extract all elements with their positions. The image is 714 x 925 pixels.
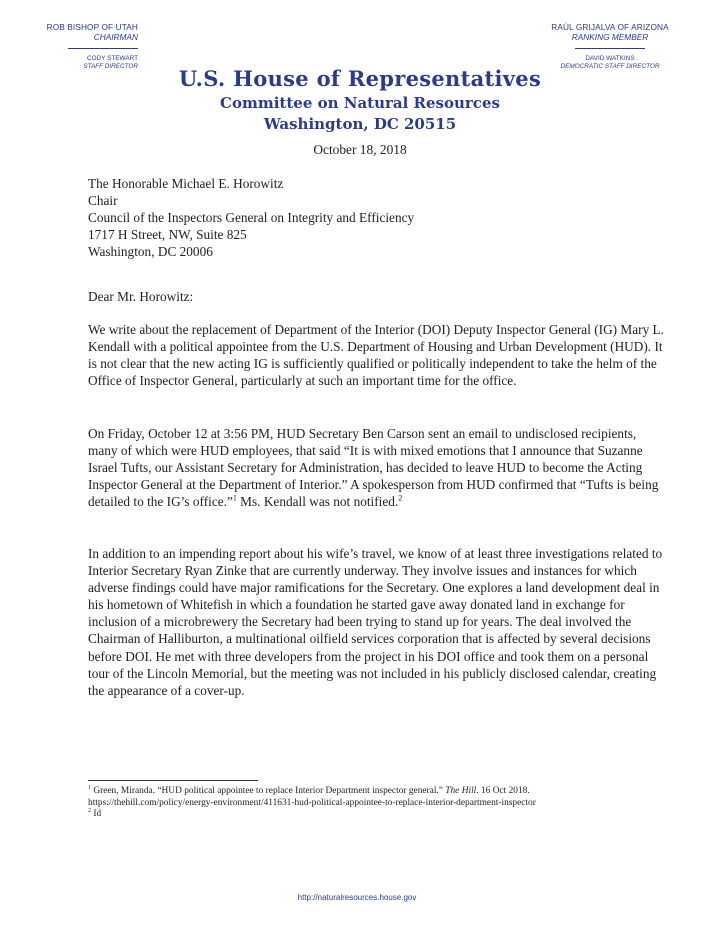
footnote-1-text-a: Green, Miranda. “HUD political appointee to replace Interior Department inspector general.” bbox=[91, 786, 446, 796]
staff-director-title: STAFF DIRECTOR bbox=[83, 63, 138, 70]
footnote-ref-2: 2 bbox=[398, 493, 403, 503]
democratic-staff-director-name: DAVID WATKINS bbox=[585, 55, 635, 62]
footnote-divider bbox=[88, 780, 258, 781]
chairman-divider bbox=[68, 48, 138, 49]
ranking-member-block bbox=[530, 22, 690, 71]
letterhead bbox=[150, 66, 570, 135]
paragraph-2 bbox=[88, 425, 668, 510]
salutation: Dear Mr. Horowitz: bbox=[88, 289, 194, 304]
footnote-1-number: 1 bbox=[88, 784, 91, 791]
letter-date: October 18, 2018 bbox=[313, 142, 407, 157]
paragraph-2-text bbox=[88, 425, 668, 510]
letterhead-house: U.S. House of Representatives bbox=[178, 66, 542, 91]
recipient-address bbox=[88, 175, 668, 260]
address-line: Washington, DC 20006 bbox=[88, 244, 213, 260]
chairman-title: CHAIRMAN bbox=[93, 32, 138, 42]
footnote-1-text-b: . 16 Oct 2018. https://thehill.com/policy/energy-environment/411631-hud-political-appointee-to-replace-interior-department-inspector bbox=[88, 786, 536, 808]
address-line: Chair bbox=[88, 193, 118, 209]
chairman-block bbox=[12, 22, 138, 71]
footnote-2-text: Id bbox=[91, 809, 102, 819]
footnote-2-number: 2 bbox=[88, 807, 91, 814]
staff-director-name: CODY STEWART bbox=[86, 55, 138, 62]
footnote-1 bbox=[88, 786, 648, 809]
paragraph-3 bbox=[88, 545, 668, 699]
ranking-member-divider bbox=[575, 48, 645, 49]
address-line: 1717 H Street, NW, Suite 825 bbox=[88, 227, 247, 243]
footnote-ref-1: 1 bbox=[232, 493, 237, 503]
democratic-staff-director-title: DEMOCRATIC STAFF DIRECTOR bbox=[560, 63, 660, 70]
letterhead-committee: Committee on Natural Resources bbox=[220, 94, 500, 112]
letterhead-city: Washington, DC 20515 bbox=[263, 115, 457, 133]
paragraph-2-part-1: On Friday, October 12 at 3:56 PM, HUD Secretary Ben Carson sent an email to undisclosed recipients, many of which were HUD employees, that said “It is with mixed emotions that I announce that Suzanne Israel Tufts, our Assistant Secretary for Administration, has decided to leave HUD to become the Acting Inspector General at the Department of Interior.” A spokesperson from HUD confirmed that “Tufts is being detailed to the IG’s office.” bbox=[88, 426, 659, 510]
address-line: The Honorable Michael E. Horowitz bbox=[88, 176, 284, 191]
paragraph-1 bbox=[88, 321, 668, 389]
paragraph-1-text: We write about the replacement of Department of the Interior (DOI) Deputy Inspector General (IG) Mary L. Kendall with a political appointee from the U.S. Department of Housing and Urban Development (HUD). It is not clear that the new acting IG is sufficiently qualified or politically independent to take the helm of the Office of Inspector General, particularly at such an important time for the office. bbox=[88, 322, 664, 389]
paragraph-3-text: In addition to an impending report about his wife’s travel, we know of at least three investigations related to Interior Secretary Ryan Zinke that are currently underway. They involve issues and instances for which adverse findings could have major ramifications for the Secretary. One explores a land development deal in his hometown of Whitefish in which a foundation he started gave away donated land in exchange for inclusion of a microbrewery the Secretary had been trying to stand up for years. The deal involved the Chairman of Halliburton, a multinational oilfield services corporation that is affected by several decisions before DOI. He met with three developers from the project in his DOI office and took them on a personal tour of the Lincoln Memorial, but the meeting was not included in his publicly disclosed calendar, creating the appearance of a cover-up. bbox=[88, 546, 663, 698]
ranking-member-name: RAÚL GRIJALVA OF ARIZONA bbox=[551, 22, 669, 32]
ranking-member-title: RANKING MEMBER bbox=[571, 32, 649, 42]
chairman-name: ROB BISHOP OF UTAH bbox=[46, 22, 138, 32]
footer-url: http://naturalresources.house.gov bbox=[297, 893, 417, 902]
paragraph-2-part-2: Ms. Kendall was not notified. bbox=[236, 494, 399, 510]
footnote-2 bbox=[88, 809, 648, 821]
footnote-1-source: The Hill bbox=[445, 786, 477, 796]
footnotes bbox=[88, 786, 648, 821]
address-line: Council of the Inspectors General on Integrity and Efficiency bbox=[88, 210, 415, 226]
